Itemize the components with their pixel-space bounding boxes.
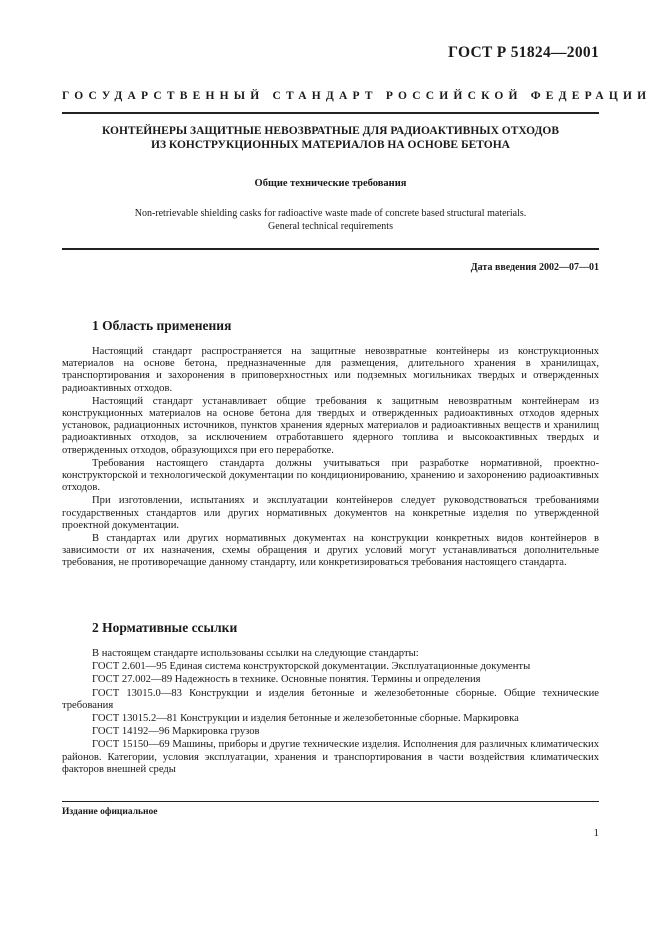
paragraph: При изготовлении, испытаниях и эксплуатации контейнеров следует руководствоваться требованиями государственных стандартов или других нормативных документов на конкретные изделия по утвержденной проектной документации. [62,495,599,531]
section-1-heading: 1 Область применения [92,318,232,333]
title-line-1: КОНТЕЙНЕРЫ ЗАЩИТНЫЕ НЕВОЗВРАТНЫЕ ДЛЯ РАДИОАКТИВНЫХ ОТХОДОВ [101,125,560,137]
english-title-line-1: Non-retrievable shielding casks for radioactive waste made of concrete based structural materials. [134,208,527,219]
reference-item: ГОСТ 13015.2—81 Конструкции и изделия бетонные и железобетонные сборные. Маркировка [92,713,519,725]
standard-code: ГОСТ Р 51824—2001 [448,44,599,61]
section-1-body [62,346,599,571]
footer-divider [62,801,599,802]
document-title [62,124,599,152]
reference-item: ГОСТ 2.601—95 Единая система конструкторской документации. Эксплуатационные документы [92,661,531,673]
official-edition-label: Издание официальное [62,807,158,817]
section-2-heading: 2 Нормативные ссылки [92,620,238,635]
page-number: 1 [593,827,599,839]
english-title-line-2: General technical requirements [268,220,393,232]
reference-item: ГОСТ 27.002—89 Надежность в технике. Основные понятия. Термины и определения [92,674,481,686]
title-line-2: ИЗ КОНСТРУКЦИОННЫХ МАТЕРИАЛОВ НА ОСНОВЕ БЕТОНА [151,139,510,151]
paragraph: Настоящий стандарт распространяется на защитные невозвратные контейнеры из конструкционных материалов на основе бетона, предназначенные для размещения, длительного хранения в хранилищах, транспортирования и захоронения в приповерхностных или подземных могильниках твердых и отвержденных радиоактивных отходов. [62,346,599,394]
paragraph: Требования настоящего стандарта должны учитываться при разработке нормативной, проектно-конструкторской и технологической документации по кондиционированию, хранению и захоронению радиоактивных отходов. [62,457,599,494]
reference-item: ГОСТ 14192—96 Маркировка грузов [92,726,260,738]
title-divider [62,248,599,250]
introduction-date: Дата введения 2002—07—01 [470,262,599,273]
paragraph: В настоящем стандарте использованы ссылки на следующие стандарты: [92,648,419,659]
reference-item: ГОСТ 15150—69 Машины, приборы и другие технические изделия. Исполнения для различных климатических районов. Категории, условия эксплуатации, хранения и транспортирования в части воздействия климатических факторов внешней среды [62,739,599,775]
paragraph: Настоящий стандарт устанавливает общие требования к защитным невозвратным контейнерам из конструкционных материалов на основе бетона для твердых и отвержденных радиоактивных отходов ядерных установок, радиационных источников, пунктов хранения ядерных материалов и радиоактивных веществ и хранилищ радиоактивных отходов, за исключением отработавшего ядерного топлива и высокоактивных твердых и отвержденных отходов, образующихся при его переработке. [62,395,599,456]
paragraph: В стандартах или других нормативных документах на конструкции конкретных видов контейнеров в зависимости от их назначения, схемы обращения и других условий могут устанавливаться дополнительные требования, не противоречащие данному стандарту, или конкретизироваться требования настоящего стандарта. [62,533,599,569]
reference-item: ГОСТ 13015.0—83 Конструкции и изделия бетонные и железобетонные сборные. Общие технические требования [62,687,599,711]
document-subtitle: Общие технические требования [254,178,407,189]
state-standard-heading: ГОСУДАРСТВЕННЫЙ СТАНДАРТ РОССИЙСКОЙ ФЕДЕРАЦИИ [62,90,652,102]
english-title [62,208,599,233]
top-divider [62,112,599,114]
section-2-body [62,648,599,777]
